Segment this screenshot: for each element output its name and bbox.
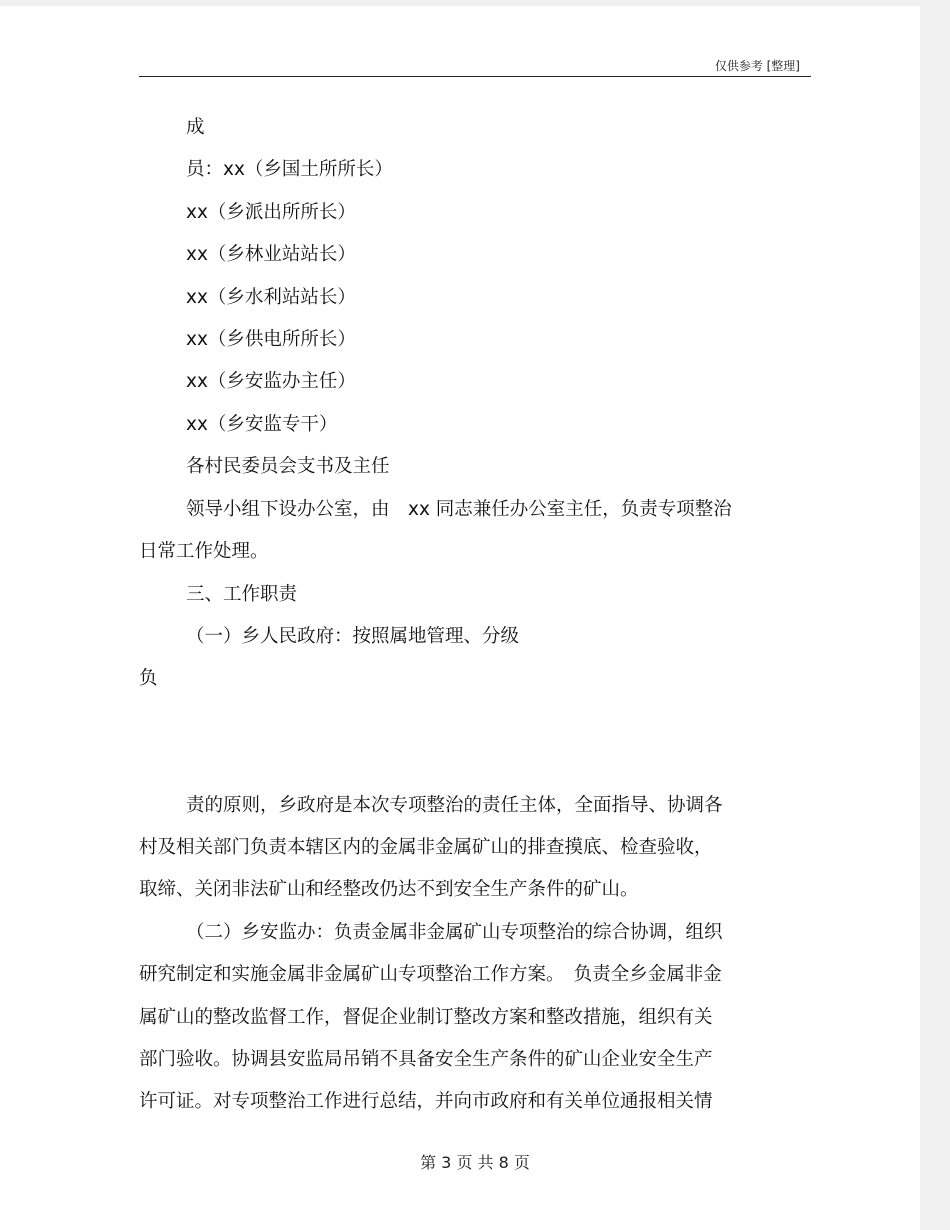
page-number: 第 3 页 共 8 页 xyxy=(420,1153,530,1172)
text-line: 责的原则，乡政府是本次专项整治的责任主体，全面指导、协调各 xyxy=(186,795,723,816)
text-line: 日常工作处理。 xyxy=(139,541,269,562)
text-line: 负 xyxy=(139,668,158,689)
text-line: 村及相关部门负责本辖区内的金属非金属矿山的排查摸底、检查验收， xyxy=(139,837,713,858)
text-line: 三、工作职责 xyxy=(186,584,298,605)
text-line: xx（乡水利站站长） xyxy=(186,287,356,308)
text-line: 各村民委员会支书及主任 xyxy=(186,456,390,477)
text-line: xx（乡林业站站长） xyxy=(186,244,356,265)
text-line: 成 xyxy=(186,117,205,138)
text-line: 员：xx（乡国土所所长） xyxy=(186,159,393,180)
text-line: （二）乡安监办：负责金属非金属矿山专项整治的综合协调，组织 xyxy=(186,922,723,943)
text-line: xx（乡派出所所长） xyxy=(186,202,356,223)
text-line: 属矿山的整改监督工作，督促企业制订整改方案和整改措施，组织有关 xyxy=(139,1007,713,1028)
text-line: 领导小组下设办公室，由 xx 同志兼任办公室主任，负责专项整治 xyxy=(186,499,732,520)
text-line: 取缔、关闭非法矿山和经整改仍达不到安全生产条件的矿山。 xyxy=(139,879,639,900)
text-line: xx（乡供电所所长） xyxy=(186,329,356,350)
text-line: 研究制定和实施金属非金属矿山专项整治工作方案。 负责全乡金属非金 xyxy=(139,964,722,985)
text-line: 部门验收。协调县安监局吊销不具备安全生产条件的矿山企业安全生产 xyxy=(139,1049,713,1070)
header-note: 仅供参考 [整理] xyxy=(714,59,800,73)
text-line: xx（乡安监专干） xyxy=(186,414,338,435)
text-line: 许可证。对专项整治工作进行总结，并向市政府和有关单位通报相关情 xyxy=(139,1091,713,1112)
header-divider xyxy=(139,76,811,77)
text-line: （一）乡人民政府：按照属地管理、分级 xyxy=(186,626,520,647)
document-page xyxy=(0,6,920,1230)
text-line: xx（乡安监办主任） xyxy=(186,371,356,392)
